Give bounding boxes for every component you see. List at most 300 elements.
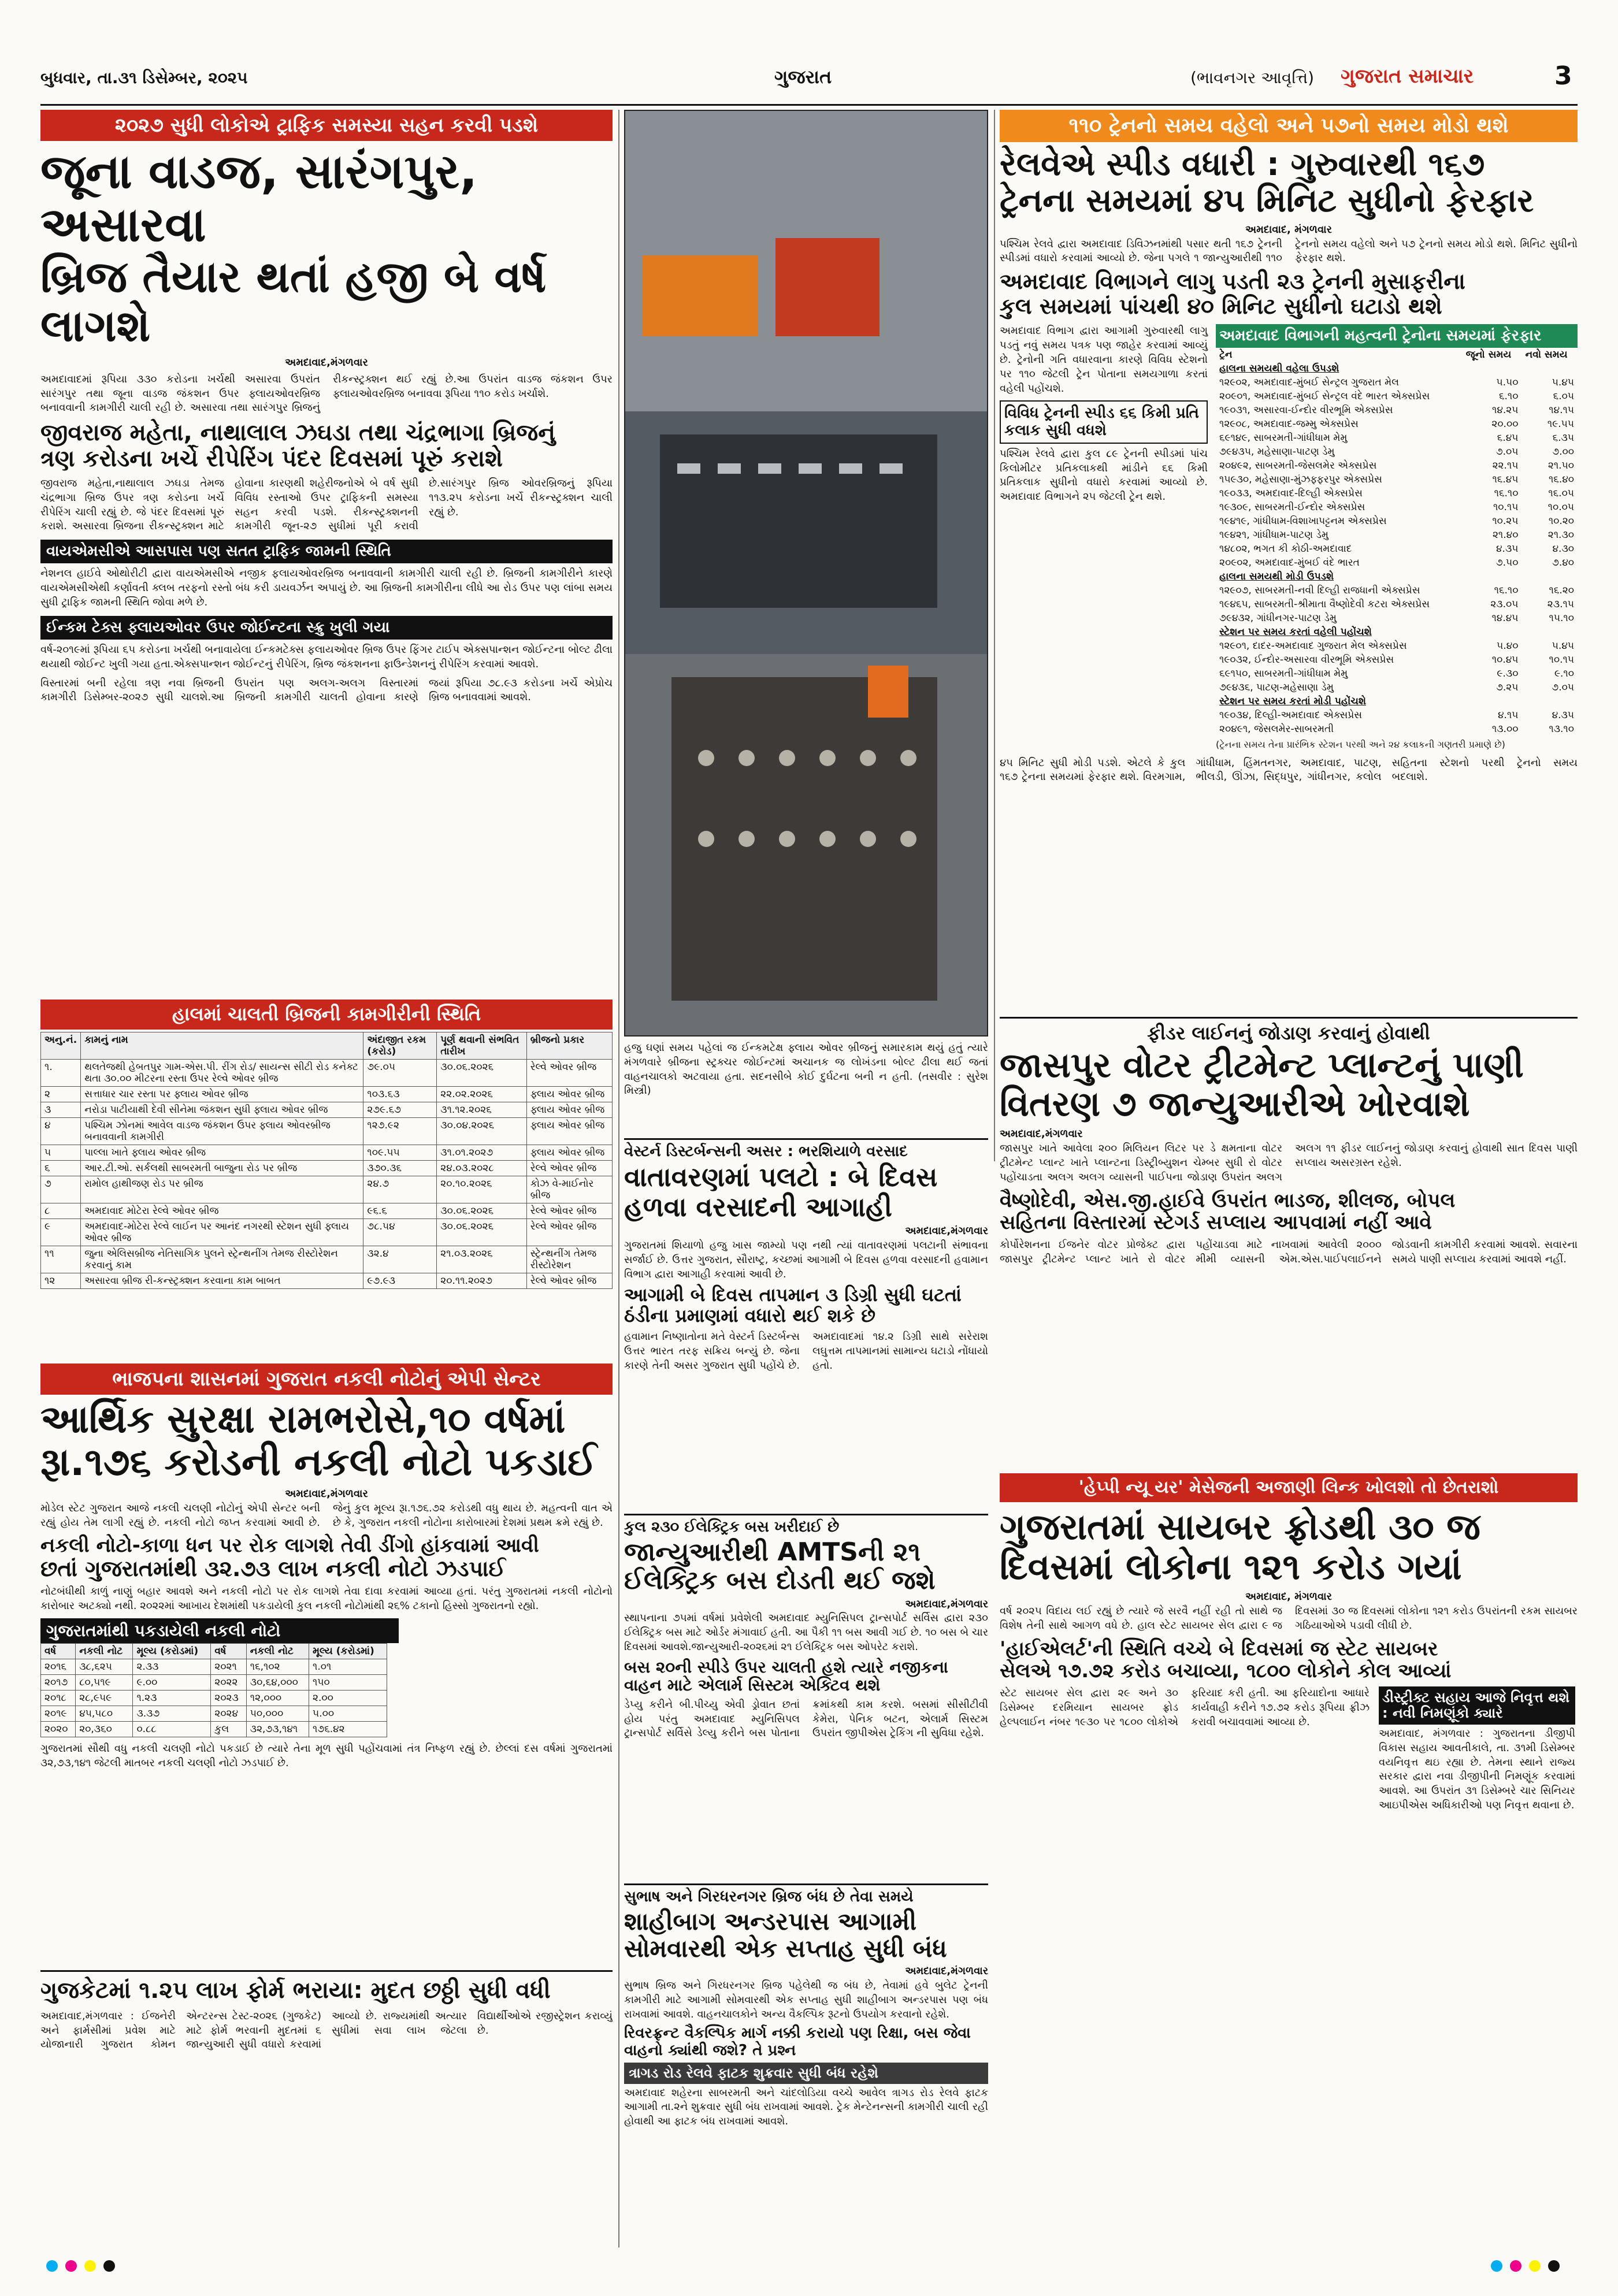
bridge-table-cell: ૧૨: [41, 1273, 81, 1288]
traffic-sub-1: જીવરાજ મહેતા, નાથાલાલ ઝઘડા તથા ચંદ્રભાગા બ્રિજનું: [40, 419, 556, 447]
train-table-row: [1216, 500, 1578, 514]
bridge-table-cell: ૩૦.૦૬.૨૦૨૬: [437, 1059, 526, 1086]
train-header-cell: ટ્રેન: [1219, 349, 1233, 361]
train-table-row: [1216, 653, 1578, 667]
color-registration-strip: [46, 2260, 1572, 2278]
jaspur-para-1: જાસપુર ખાતે આવેલા ૨૦૦ મિલિયન લિટર પર ડે ક્ષમતાના વોટર ટ્રીટમેન્ટ પ્લાન્ટ ખાતે પ્લાન્ટના ડિસ્ટ્રીબ્યુશન ચેમ્બર સુધી રો વોટર પહોંચાડતા અલગ અલગ વ્યાસની પાઈપના જોડાણ ઉપરાંત અલગ અલગ ૧૧ ફીડર લાઈનનું જોડાણ કરવાનું હોવાથી સાત દિવસ પાણી સપ્લાય અસરગ્રસ્ત રહેશે.: [1000, 1142, 1578, 1183]
notes-header-cell: વર્ષ: [211, 1644, 246, 1659]
train-table-row: [1216, 597, 1578, 611]
train-old-time: ૪.૩૫: [1496, 543, 1519, 555]
bridge-table-cell: ફ્લાય ઓવર બ્રીજ: [526, 1086, 612, 1102]
fakenotes-para-3: ગુજરાતમાં સૌથી વધુ નકલી ચલણી નોટો પકડાઈ છે ત્યારે તેના મૂળ સુધી પહોંચવામાં તંત્ર નિષ્ફળ રહ્યું છે. છેલ્લાં દસ વર્ષમાં ગુજરાતમાં ૩૨,૭૩,૧૪૧ જેટલી માતબર નકલી ચલણી નોટો ઝડપાઈ છે.: [40, 1743, 613, 1769]
train-old-time: ૫.૫૦: [1496, 377, 1519, 389]
train-old-time: ૧૩.૦૦: [1491, 723, 1519, 735]
fakenotes-sub-2: છતાં ગુજરાતમાંથી ૩૨.૭૩ લાખ નકલી નોટો ઝડપાઈ: [40, 1556, 506, 1582]
railway-para-2: અમદાવાદ વિભાગ દ્વારા આગામી ગુરુવારથી લાગુ પડતું નવું સમય પત્રક પણ જાહેર કરવામાં આવ્યું છે. ટ્રેનોની ગતિ વધારવાના કારણે વિવિધ સ્ટેશનો પર ૧૧૦ જેટલી ટ્રેન પોતાના સમયગાળા કરતાં વહેલી પહોંચશે.: [1000, 325, 1208, 395]
train-name: ૧૨૯૦૨, અમદાવાદ-મુંબઈ સેન્ટ્રલ ગુજરાત મેલ: [1219, 377, 1399, 389]
train-table-row: [1216, 681, 1578, 694]
bridge-photo: [624, 110, 988, 1036]
railway-kicker: ૧૧૦ ટ્રેનનો સમય વહેલો અને ૫૭નો સમય મોડો થશે: [1000, 110, 1578, 142]
fakenotes-kicker: ભાજપના શાસનમાં ગુજરાત નકલી નોટોનું એપી સેન્ટર: [40, 1364, 613, 1395]
column-divider-1: [618, 110, 619, 2247]
train-name: ૧૯૪૨૧, ગાંધીધામ-પાટણ ડેમુ: [1219, 529, 1328, 541]
bridge-header-cell: પૂર્ણ થવાની સંભવિત તારીખ: [437, 1032, 526, 1059]
fakenotes-table: [40, 1643, 387, 1737]
page-number: 3: [1554, 61, 1572, 91]
masthead: [40, 62, 1578, 99]
cyber-para-1: વર્ષ ૨૦૨૫ વિદાય લઈ રહ્યું છે ત્યારે જે સરવૈ નહીં રહી તો સાથે જ વિશેષ તેની સાથે આગળ વધે છે. હાલ સ્ટેટ સાયબર સેલ દ્વારા ૯ જ દિવસમાં ૩૦ જ દિવસમાં લોકોના ૧૨૧ કરોડ ઉપરાંતની રકમ સાયબર ગઠિયાઓએ પડાવી લીધી છે.: [1000, 1605, 1578, 1632]
weather-sub: આગામી બે દિવસ તાપમાન ૩ ડિગ્રી સુધી ઘટતાં ઠંડીના પ્રમાણમાં વધારો થઈ શકે છે: [624, 1284, 962, 1327]
train-table-row: [1216, 556, 1578, 570]
bridge-table-cell: ૩૨.૪: [363, 1246, 437, 1273]
bridge-table-row: [41, 1273, 613, 1288]
fakenotes-dateline: અમદાવાદ,મંગળવાર: [285, 1487, 368, 1500]
train-group-label: હાલના સમયથી વહેલા ઉપડશે: [1219, 363, 1339, 375]
cyber-story: [1000, 1473, 1578, 2242]
bridge-table-cell: ૭૮.૫૪: [363, 1218, 437, 1246]
notes-table-cell: ૧.૨૩: [133, 1691, 211, 1706]
bridge-table-cell: ૫: [41, 1145, 81, 1160]
bridge-table-cell: ૧૨૭.૯૨: [363, 1117, 437, 1145]
train-name: ૧૯૦૩૩, અમદાવાદ-દિલ્હી એક્સપ્રેસ: [1219, 488, 1363, 500]
jaspur-headline-1: જાસપુર વોટર ટ્રીટમેન્ટ પ્લાન્ટનું પાણી: [1000, 1045, 1524, 1086]
bridge-header-row: [41, 1032, 613, 1059]
shahibaug-story: [624, 1883, 988, 2243]
train-name: ૧૯૦૩૨, ઈન્દોર-અસારવા વીરભૂમિ એક્સપ્રેસ: [1219, 654, 1394, 666]
gujcet-headline: ગુજકેટમાં ૧.૨૫ લાખ ફોર્મ ભરાયા: મુદત છઠ્ઠી સુધી વધી: [40, 1977, 551, 2004]
bridge-photo-block: [624, 110, 988, 1132]
amts-para-2: ડેપ્યુ કરીને બી.પીચ્યુ એવી ડ્રોવાત છતાં હોય પરંતુ અમદાવાદ મ્યુનિસિપલ ટ્રાન્સપોર્ટ સર્વિસે ડેલ્યુ કરીને બસ પોતાના ક્રમાંકથી કામ કરશે. બસમાં સીસીટીવી કેમેરા, પેનિક બટન, એલાર્મ સિસ્ટમ ઉપરાંત જીપીએસ ટ્રેકિંગ ની સુવિધા રહેશે.: [624, 1698, 988, 1740]
bridge-table-row: [41, 1176, 613, 1203]
notes-table-cell: ૨૦૧૬: [41, 1659, 76, 1675]
bridge-table-cell: ૭૯.૦૫: [363, 1059, 437, 1086]
train-old-time: ૧૦.૪૫: [1491, 654, 1519, 666]
train-old-time: ૭.૫૦: [1495, 557, 1519, 569]
train-table-row: [1216, 542, 1578, 556]
bridge-table-row: [41, 1086, 613, 1102]
notes-header-cell: મૂલ્ય (કરોડમાં): [309, 1644, 387, 1659]
train-name: ૧૨૯૦૮, અમદાવાદ-જમ્મુ એક્સપ્રેસ: [1219, 418, 1359, 430]
brand-logo: ગુજરાત સમાચાર: [1341, 65, 1474, 88]
bridge-table-cell: અમદાવાદ-મોટેરા રેલ્વે લાઈન પર આનંદ નગરથી સ્ટેશન સુધી ફ્લાય ઓવર બ્રીજ: [81, 1218, 363, 1246]
train-table-row: [1216, 708, 1578, 722]
notes-table-cell: ૩૮,૬૨૫: [76, 1659, 133, 1675]
bridge-table-cell: ૯૭.૯૩: [363, 1273, 437, 1288]
train-new-time: ૨૧.૩૦: [1548, 529, 1574, 541]
yellow-dot: [1529, 2260, 1541, 2272]
traffic-para-1: અમદાવાદમાં રૂપિયા ૩૩૦ કરોડના ખર્ચથી અસારવા ઉપરાંત સારંગપુર તથા જૂના વાડજ જંકશન ઉપર ફ્લાયઓવરબ્રિજ બનાવવાની કામગીરી ચાલી રહી છે. અસારવા તથા સારંગપુર બ્રિજનું રીકન્સ્ટ્રક્શન થઈ રહ્યું છે.આ ઉપરાંત વાડજ જંકશન ઉપર ફ્લાયઓવરબ્રિજ બનાવવા રૂપિયા ૧૧૦ કરોડ ખર્ચાશે.: [40, 373, 613, 414]
train-group-label: સ્ટેશન પર સમય કરતાં મોડી પહોંચશે: [1219, 696, 1366, 708]
train-new-time: ૧૫.૧૦: [1549, 612, 1574, 625]
train-new-time: ૫.૪૫: [1552, 640, 1574, 652]
train-old-time: ૨૩.૦૫: [1490, 599, 1519, 611]
notes-table-row: [41, 1675, 387, 1691]
bridge-table-cell: કોઝ વે-માઈનોર બ્રીજ: [526, 1176, 612, 1203]
shahibaug-para-1: સુભાષ બ્રિજ અને ગિરધરનગર બ્રિજ પહેલેથી જ બંધ છે, તેવામાં હવે બુલેટ ટ્રેનની કામગીરી માટે આગામી સોમવારથી એક સપ્તાહ સુધી શાહીબાગ અન્ડરપાસ પણ બંધ રાખવામાં આવશે. વાહનચાલકોને અન્ય વૈકલ્પિક રૂટનો ઉપયોગ કરવાનો રહેશે.: [624, 1979, 988, 2020]
traffic-para-4: વર્ષ-૨૦૧૯માં રૂપિયા ૬૫ કરોડના ખર્ચથી બનાવાયેલા ઈન્કમટેક્સ ફલાયઓવર બ્રિજ ઉપર ફિંગર ટાઈપ એક્સપાન્શન જોઈન્ટના બોલ્ટ ઢીલા થયાથી જોઈન્ટ ખુલી ગયા હતા.એક્સપાન્શન જોઈન્ટનું રીપેરિંગ, બ્રિજ જંકશનના ફાઉન્ડેશનનું રીપેરિંગ કરવામાં આવશે.: [40, 643, 613, 670]
train-table-row: [1216, 431, 1578, 445]
bridge-table-cell: ૧૧: [41, 1246, 81, 1273]
notes-table-cell: ૧૬,૧૦૨: [246, 1659, 309, 1675]
train-table-row: [1216, 667, 1578, 681]
bridge-table-cell: ૮: [41, 1203, 81, 1218]
bridge-table-row: [41, 1246, 613, 1273]
train-new-time: ૨૧.૫૦: [1548, 460, 1574, 472]
bridge-table-cell: આર.ટી.ઓ. સર્કલથી સાબરમતી બાજુના રોડ પર બ્રીજ: [81, 1160, 363, 1176]
bridge-table: [40, 1032, 613, 1289]
train-name: ૭૯૪૩૨, ગાંધીનગર-પાટણ ડેમુ: [1219, 612, 1337, 625]
train-old-time: ૧૬.૧૦: [1494, 488, 1519, 500]
train-name: ૧૯૦૩૧, અસારવા-ઈન્દોર વીરભૂમિ એક્સપ્રેસ: [1219, 404, 1393, 417]
amts-headline-1: જાન્યુઆરીથી AMTSની ૨૧: [624, 1537, 921, 1567]
bridge-table-cell: ૨: [41, 1086, 81, 1102]
fakenotes-headline-2: રૂા.૧૭૬ કરોડની નકલી નોટો પકડાઈ: [40, 1439, 597, 1484]
bridge-table-body: [41, 1059, 613, 1288]
photo-caption: હજુ ઘણાં સમય પહેલાં જ ઈન્કમટેક્ષ ફ્લાય ઓવર બ્રીજનું સમારકામ થયું હતું ત્યારે મંગળવારે બ્રીજના સ્ટ્રક્ચર જોઈન્ટમાં અચાનક જ લોખંડના બોલ્ટ ઢીલા થઈ જતાં વાહનચાલકો અટવાયા હતા. સદનસીબે કોઈ દુર્ઘટના બની ન હતી. (તસવીર : સુરેશ મિસ્ત્રી): [624, 1042, 988, 1097]
train-name: ૧૯૦૩૪, દિલ્હી-અમદાવાદ એક્સપ્રેસ: [1219, 709, 1363, 722]
bridge-table-cell: ૨૧.૦૩.૨૦૨૬: [437, 1246, 526, 1273]
notes-table-cell: ૩૦,૬૪,૦૦૦: [246, 1675, 309, 1691]
traffic-para-3: નેશનલ હાઈવે ઓથોરીટી દ્વારા વાયએમસીએ નજીક ફલાયઓવરબ્રિજ બનાવવાની કામગીરી ચાલી રહી છે. બ્રિજની કામગીરીને કારણે વાયએમસીએથી કર્ણાવતી ક્લબ તરફનો રસ્તો બંધ કરી ડાયવર્ઝન અપાયું છે. આ બ્રિજની કામગીરીના લીધે આ રોડ ઉપર પણ લાંબા સમય સુધી ટ્રાફિક જામની સ્થિતિ જોવા મળે છે.: [40, 567, 613, 608]
bridge-table-row: [41, 1203, 613, 1218]
bridge-table-cell: ૩૭૦.૩૬: [363, 1160, 437, 1176]
notes-table-cell: ૦.૮૮: [133, 1722, 211, 1737]
train-schedule-table: [1216, 324, 1578, 751]
bridge-header-cell: અનુ.નં.: [41, 1032, 81, 1059]
bridge-table-cell: ફ્લાય ઓવર બ્રીજ: [526, 1145, 612, 1160]
notes-table-row: [41, 1691, 387, 1706]
train-name: ૧૯૪૬૫, સાબરમતી-શ્રીમાતા વૈષ્ણોદેવી કટરા એક્સપ્રેસ: [1219, 599, 1430, 611]
bridge-table-cell: ૨૦.૧૧.૨૦૨૭: [437, 1273, 526, 1288]
train-old-time: ૨૧.૪૦: [1492, 529, 1519, 541]
traffic-kicker: ૨૦૨૭ સુધી લોકોએ ટ્રાફિક સમસ્યા સહન કરવી પડશે: [40, 110, 613, 141]
train-old-time: ૧૦.૧૫: [1493, 501, 1519, 514]
train-new-time: ૭.૦૦: [1552, 446, 1574, 458]
bridge-table-cell: પશ્ચિમ ઝોનમાં આવેલ વાડજ જંકશન ઉપર ફ્લાય ઓવરબ્રીજ બનાવવાની કામગીરી: [81, 1117, 363, 1145]
train-new-time: ૪.૩૫: [1552, 709, 1574, 722]
notes-table-cell: ૧.૦૧: [309, 1659, 387, 1675]
train-new-time: ૧૦.૨૦: [1548, 515, 1574, 527]
train-new-time: ૧૬.૪૦: [1548, 474, 1574, 486]
bridge-table-cell: ફ્લાય ઓવર બ્રીજ: [526, 1117, 612, 1145]
traffic-band-2: ઈન્કમ ટેક્સ ફ્લાયઓવર ઉપર જોઈન્ટના સ્ક્રુ ખુલી ગયા: [40, 616, 613, 640]
train-name: ૨૦૪૯૨, સાબરમતી-જેસલમેર એક્સપ્રેસ: [1219, 460, 1377, 472]
notes-header-row: [41, 1644, 387, 1659]
train-new-time: ૫.૪૫: [1552, 377, 1574, 389]
cyber-headline-1: ગુજરાતમાં સાયબર ફ્રોડથી ૩૦ જ: [1000, 1505, 1480, 1548]
train-group-row: [1216, 625, 1578, 639]
train-name: ૧૨૯૦૭, સાબરમતી-નવી દિલ્હી રાજધાની એક્સપ્રેસ: [1219, 585, 1420, 597]
notes-table-cell: ૧૨,૦૦૦: [246, 1691, 309, 1706]
train-table-row: [1216, 459, 1578, 473]
amts-para-1: સ્થાપનાના ૭૫માં વર્ષમાં પ્રવેશેલી અમદાવાદ મ્યુનિસિપલ ટ્રાન્સપોર્ટ સર્વિસ દ્વારા ૨૩૦ ઈલેક્ટ્રિક બસ માટે ઓર્ડર મંગાવાઈ હતી. આ પૈકી ૧૧ બસ આવી ગઈ છે. ૧૦ બસ બે ચાર દિવસમાં આવશે.જાન્યુઆરી-૨૦૨૬માં ૨૧ ઈલેક્ટ્રિક બસ ઓપરેટ કરાશે.: [624, 1612, 988, 1654]
fakenotes-para-2: નોટબંધીથી કાળું નાણું બહાર આવશે અને નકલી નોટો પર રોક લાગશે તેવા દાવા કરવામાં આવ્યા હતાં. પરંતુ ગુજરાતમાં નકલી નોટોનો કારોબાર અટક્યો નથી. ૨૦૨૨માં આખાય દેશમાંથી પકડાયેલી કુલ નકલી નોટોમાંથી ૨૬% ટકાનો હિસ્સો ગુજરાતનો રહ્યો.: [40, 1585, 613, 1612]
bridge-table-row: [41, 1218, 613, 1246]
train-old-time: ૭.૦૫: [1495, 446, 1519, 458]
train-old-time: ૧૬.૧૦: [1494, 585, 1519, 597]
train-table-row: [1216, 514, 1578, 528]
train-old-time: ૧૬.૪૫: [1492, 474, 1519, 486]
bridge-table-cell: જુના એલિસબ્રીજ નેતિસાગિક પુલને સ્ટ્રેન્થનીંગ તેમજ રીસ્ટોરેશન કરવાનું કામ: [81, 1246, 363, 1273]
train-group-row: [1216, 570, 1578, 584]
weather-story: [624, 1138, 988, 1510]
bridge-photo-illustration: [625, 111, 987, 1035]
fakenotes-para-1: મોડેલ સ્ટેટ ગુજરાત આજે નકલી ચલણી નોટોનું એપી સેન્ટર બની રહ્યું હોય તેમ લાગી રહ્યું છે. નકલી નોટો જપ્ત કરવામાં આવી છે. જેનું કુલ મૂલ્ય રૂા.૧૭૬.૭૨ કરોડથી વધુ થાય છે. મહત્વની વાત એ છે કે, ગુજરાત નકલી નોટોના કારોબારમાં દેશમાં પ્રથમ ક્રમે રહ્યું છે.: [40, 1502, 613, 1529]
cyber-sidebox: [1379, 1686, 1575, 1813]
bridge-table-cell: નરોડા પાટીયાથી દેવી સીનેમા જંકશન સુધી ફ્લાય ઓવર બ્રીજ: [81, 1102, 363, 1117]
notes-table-row: [41, 1706, 387, 1722]
weather-dateline: અમદાવાદ,મંગળવાર: [905, 1225, 988, 1238]
traffic-story: [40, 110, 613, 994]
traffic-para-2: જીવરાજ મહેતા,નાથાલાલ ઝઘડા તેમજ ચંદ્રભાગા બ્રિજ ઉપર ત્રણ કરોડના ખર્ચે રીપેરિંગ ચાલી રહ્યું છે. જે પંદર દિવસમાં પૂરું કરાશે. અસારવા બ્રિજના રીકન્સ્ટ્રક્શન માટે હોવાના કારણથી શહેરીજનોએ બે વર્ષ સુધી વિવિધ રસ્તાઓ ઉપર ટ્રાફિકની સમસ્યા સહન કરવી પડશે. રીકન્સ્ટ્રક્શનની કામગીરી જૂન-૨૭ સુધીમાં પૂરી કરાવી છે.સારંગપુર બ્રિજ ઓવરબ્રિજનું રૂપિયા ૧૧૩.૨૫ કરોડના ખર્ચે રીકન્સ્ટ્રક્શન ચાલી રહ્યું છે.: [40, 477, 613, 533]
bridge-table-cell: ૭: [41, 1176, 81, 1203]
train-header-row: [1216, 348, 1578, 362]
magenta-dot: [65, 2260, 77, 2272]
railway-sub-1: અમદાવાદ વિભાગને લાગુ પડતી ૨૩ ટ્રેનની મુસાફરીના: [1000, 269, 1465, 295]
bridge-table-cell: ૪: [41, 1117, 81, 1145]
train-table-body: [1216, 362, 1578, 736]
train-old-time: ૧૪.૨૫: [1492, 404, 1519, 417]
bridge-table-cell: રેલ્વે ઓવર બ્રીજ: [526, 1059, 612, 1086]
notes-table-row: [41, 1659, 387, 1675]
jaspur-para-2: કોર્પોરેશનના ઈજનેર વોટર પ્રોજેક્ટ દ્વારા જાસપુર ટ્રીટમેન્ટ પ્લાન્ટ ખાતે રો વોટર પહોંચાડવા માટે નાખવામાં આવેલી ૨૦૦૦ મીમી વ્યાસની એમ.એસ.પાઈપલાઈનને જોડવાની કામગીરી કરવામાં આવશે. સવારના સમયે પાણી સપ્લાય કરવામાં આવશે નહીં.: [1000, 1238, 1578, 1265]
notes-table-cell: ૨૦૨૩: [211, 1691, 246, 1706]
train-header-cell: નવો સમય: [1525, 349, 1568, 361]
bridge-table-cell: ૩૦.૦૪.૨૦૨૬: [437, 1117, 526, 1145]
notes-header-cell: નકલી નોટ: [246, 1644, 309, 1659]
bridge-table-cell: ૧.: [41, 1059, 81, 1086]
bridge-header-cell: કામનું નામ: [81, 1032, 363, 1059]
train-new-time: ૭.૪૦: [1552, 557, 1574, 569]
amts-story: [624, 1514, 988, 1879]
notes-table-cell: ૨૦,૩૬૦: [76, 1722, 133, 1737]
traffic-dateline: અમદાવાદ,મંગળવાર: [285, 356, 368, 369]
fakenotes-story: [40, 1364, 613, 1964]
notes-header-cell: મૂલ્ય (કરોડમાં): [133, 1644, 211, 1659]
train-new-time: ૧૪.૧૫: [1549, 404, 1574, 417]
traffic-sub-2: ત્રણ કરોડના ખર્ચે રીપેરિંગ પંદર દિવસમાં પૂરું કરાશે: [40, 445, 503, 473]
bridge-table-cell: રેલ્વે ઓવર બ્રીજ: [526, 1160, 612, 1176]
shahibaug-headline-2: સોમવારથી એક સપ્તાહ સુધી બંધ: [624, 1934, 947, 1963]
black-dot: [103, 2260, 115, 2272]
notes-table-cell: ૨૦૨૨: [211, 1675, 246, 1691]
bridge-table-cell: ૨૪.૦૩.૨૦૨૮: [437, 1160, 526, 1176]
amts-headline-2: ઈલેક્ટ્રિક બસ દોડતી થઈ જશે: [624, 1566, 936, 1596]
train-table-row: [1216, 584, 1578, 597]
railway-box-title: વિવિધ ટ્રેનની સ્પીડ ૬૬ કિમી પ્રતિ કલાક સુધી વધશે: [1000, 400, 1208, 443]
train-group-row: [1216, 362, 1578, 376]
shahibaug-para-2: અમદાવાદ શહેરના સાબરમતી અને ચાંદલોડિયા વચ્ચે આવેલ ત્રાગડ રોડ રેલવે ફાટક આગામી તા.૨ને શુક્રવાર સુધી બંધ રાખવામાં આવશે. ટ્રેક મેન્ટેનન્સની કામગીરી ચાલી રહી હોવાથી આ ફાટક બંધ રાખવામાં આવશે.: [624, 2086, 988, 2128]
bridge-table-cell: ૨૭૯.૬૭: [363, 1102, 437, 1117]
amts-sub: બસ ૨૦ની સ્પીડે ઉપર ચાલતી હશે ત્યારે નજીકના વાહન માટે એલાર્મ સિસ્ટમ એક્ટિવ થશે: [624, 1657, 948, 1695]
notes-table-cell: ૫.૦૦: [309, 1706, 387, 1722]
bridge-table-row: [41, 1160, 613, 1176]
train-table-row: [1216, 473, 1578, 486]
notes-header-cell: નકલી નોટ: [76, 1644, 133, 1659]
train-new-time: ૨૩.૧૫: [1547, 599, 1574, 611]
train-table-title: અમદાવાદ વિભાગની મહત્વની ટ્રેનોના સમયમાં ફેરફાર: [1216, 324, 1578, 348]
weather-kicker: વેસ્ટર્ન ડિસ્ટર્બન્સની અસર : ભરશિયાળે વરસાદ: [624, 1143, 908, 1160]
train-table-note: (ટ્રેનના સમય તેના પ્રારંભિક સ્ટેશન પરથી અને ૨૪ કલાકની ગણતરી પ્રમાણે છે): [1216, 739, 1505, 751]
traffic-headline-2: બ્રિજ તૈયાર થતાં હજી બે વર્ષ લાગશે: [40, 250, 547, 351]
shahibaug-kicker: સુભાષ અને ગિરધરનગર બ્રિજ બંધ છે તેવા સમયે: [624, 1888, 914, 1905]
train-new-time: ૧૯.૫૫: [1547, 418, 1574, 430]
train-old-time: ૨૨.૧૫: [1492, 460, 1519, 472]
train-old-time: ૨૦.૦૦: [1491, 418, 1519, 430]
train-name: ૧૯૪૧૯, ગાંધીધામ-વિશાખાપટ્ટનમ એક્સપ્રેસ: [1219, 515, 1387, 527]
train-group-label: સ્ટેશન પર સમય કરતાં વહેલી પહોંચશે: [1219, 626, 1372, 638]
traffic-headline-1: જૂના વાડજ, સારંગપુર, અસારવા: [40, 144, 478, 252]
bridge-table-cell: રામોલ હાથીજણ રોડ પર બ્રીજ: [81, 1176, 363, 1203]
jaspur-sub-2: સહિતના વિસ્તારમાં સ્ટેગર્ડ સપ્લાય આપવામાં નહીં આવે: [1000, 1210, 1432, 1234]
bridge-table-title: હાલમાં ચાલતી બ્રિજની કામગીરીની સ્થિતિ: [40, 1000, 613, 1030]
bridge-table-cell: ૨૦.૧૦.૨૦૨૬: [437, 1176, 526, 1203]
railway-story: [1000, 110, 1578, 1011]
cyber-headline-2: દિવસમાં લોકોના ૧૨૧ કરોડ ગયાં: [1000, 1545, 1462, 1588]
jaspur-headline-2: વિતરણ ૭ જાન્યુઆરીએ ખોરવાશે: [1000, 1084, 1470, 1125]
train-table-header: [1216, 348, 1578, 362]
bridge-table-cell: ૯: [41, 1218, 81, 1246]
train-new-time: ૧૬.૨૦: [1549, 585, 1574, 597]
bridge-table-row: [41, 1102, 613, 1117]
notes-table-cell: ૨.૦૦: [309, 1691, 387, 1706]
fakenotes-table-body: [41, 1659, 387, 1737]
gujcet-story: [40, 1970, 613, 2243]
bridge-table-cell: ૩૧.૧૨.૨૦૨૬: [437, 1102, 526, 1117]
train-new-time: ૭.૦૫: [1552, 682, 1574, 694]
train-new-time: ૯.૧૦: [1554, 668, 1574, 680]
gujcet-para: અમદાવાદ,મંગળવાર : ઈજનેરી અને ફાર્મસીમાં પ્રવેશ માટે યોજાનારી ગુજરાત કોમન એન્ટરન્સ ટેસ્ટ-૨૦૨૬ (ગુજકેટ) માટે ફોર્મ ભરવાની મુદતમાં ૬ જાન્યુઆરી સુધી વધારો કરવામાં આવ્યો છે. રાજ્યમાંથી અત્યાર સુધીમાં સવા લાખ જેટલા વિદ્યાર્થીઓએ રજીસ્ટ્રેશન કરાવ્યું છે.: [40, 2009, 613, 2051]
bridge-table-cell: અમદાવાદ મોટેરા રેલ્વે ઓવર બ્રીજ: [81, 1203, 363, 1218]
train-name: ૨૦૯૦૧, અમદાવાદ-મુંબઈ સેન્ટ્રલ વંદે ભારત એક્સપ્રેસ: [1219, 391, 1430, 403]
bridge-table-cell: ૨૨.૦૨.૨૦૨૬: [437, 1086, 526, 1102]
weather-para-1: ગુજરાતમાં શિયાળો હજુ ખાસ જામ્યો પણ નથી ત્યાં વાતાવરણમાં પલટાની સંભાવના સર્જાઈ છે. ઉત્તર ગુજરાત, સૌરાષ્ટ્ર, કચ્છમાં આગામી બે દિવસ હળવા વરસાદની હવામાન વિભાગ દ્વારા આગાહી કરવામાં આવી છે.: [624, 1239, 988, 1280]
train-name: ૧૪૮૦૨, ભગત કી કોઠી-અમદાવાદ: [1219, 543, 1352, 555]
railway-dateline: અમદાવાદ, મંગળવાર: [1245, 223, 1332, 236]
train-old-time: ૪.૧૫: [1497, 709, 1519, 722]
train-table-row: [1216, 403, 1578, 417]
cyber-para-2: સ્ટેટ સાયબર સેલ દ્વારા ૨૯ અને ૩૦ ડિસેમ્બર દરમિયાન સાયબર ફ્રોડ હેલ્પલાઈન નંબર ૧૯૩૦ પર ૧૮૦૦ લોકોએ ફરિયાદ કરી હતી. આ ફરિયાદોના આધારે કાર્યવાહી કરીને ૧૭.૭૨ કરોડ રૂપિયા ફ્રીઝ કરાવી બચાવવામાં આવ્યા છે.: [1000, 1687, 1370, 1728]
railway-para-3: પશ્ચિમ રેલવે દ્વારા કુલ ૮૯ ટ્રેનની સ્પીડમાં પાંચ કિલોમીટર પ્રતિકલાકથી માંડીને ૬૬ કિમી પ્રતિકલાક સુધીનો વધારો કરવામાં આવ્યો છે. અમદાવાદ વિભાગને ૨૫ જેટલી ટ્રેન થશે.: [1000, 447, 1208, 503]
cyber-sub-2: સેલએ ૧૭.૭૨ કરોડ બચાવ્યા, ૧૮૦૦ લોકોને કોલ આવ્યાં: [1000, 1659, 1452, 1683]
bridge-table-cell: ફ્લાય ઓવર બ્રીજ: [526, 1102, 612, 1117]
railway-headline-1: રેલવેએ સ્પીડ વધારી : ગુરુવારથી ૧૬૭: [1000, 146, 1485, 184]
fakenotes-table-title: ગુજરાતમાંથી પકડાયેલી નકલી નોટો: [40, 1618, 399, 1643]
shahibaug-band: ત્રાગડ રોડ રેલવે ફાટક શુક્રવાર સુધી બંધ રહેશે: [624, 2063, 988, 2084]
railway-headline-2: ટ્રેનના સમયમાં ૪૫ મિનિટ સુધીનો ફેરફાર: [1000, 182, 1534, 220]
train-header-cell: જૂનો સમય: [1465, 349, 1512, 361]
jaspur-story: [1000, 1017, 1578, 1469]
notes-table-cell: ૯.૦૦: [133, 1675, 211, 1691]
fakenotes-table-header: [41, 1644, 387, 1659]
notes-table-cell: ૨૦૨૦: [41, 1722, 76, 1737]
bridge-table-cell: પાલ્લા ખાતે ફ્લાય ઓવર બ્રીજ: [81, 1145, 363, 1160]
train-table-row: [1216, 639, 1578, 653]
bridge-table-cell: ૩૦.૦૬.૨૦૨૬: [437, 1218, 526, 1246]
train-old-time: ૯.૩૦: [1497, 668, 1519, 680]
train-table-row: [1216, 611, 1578, 625]
traffic-para-5: વિસ્તારમાં બની રહેલા ત્રણ નવા બ્રિજની કામગીરી ડિસેમ્બર-૨૦૨૭ સુધી ચાલશે.આ ઉપરાંત પણ અલગ-અલગ વિસ્તારમાં બ્રિજની કામગીરી ચાલતી હોવાના કારણે જયાં રૂપિયા ૭૮.૯૩ કરોડના ખર્ચે એપ્રોચ બ્રિજ બનાવવામાં આવશે.: [40, 677, 613, 704]
jaspur-kicker: ફીડર લાઈનનું જોડાણ કરવાનું હોવાથી: [1147, 1022, 1430, 1044]
train-old-time: ૬.૪૫: [1497, 432, 1519, 444]
train-new-time: ૬.૦૫: [1553, 391, 1574, 403]
train-table-row: [1216, 417, 1578, 431]
train-name: ૭૯૪૩૫, મહેસાણા-પાટણ ડેમુ: [1219, 446, 1335, 458]
shahibaug-dateline: અમદાવાદ,મંગળવાર: [905, 1965, 988, 1978]
cyber-box-title: ડીસ્ટ્રીક્ટ સહાય આજે નિવૃત્ત થશે : નવી નિમણૂંકો ક્યારે: [1379, 1686, 1575, 1725]
notes-table-cell: ૩.૩૭: [133, 1706, 211, 1722]
train-old-time: ૧૪.૪૫: [1491, 612, 1519, 625]
edition-label: (ભાવનગર આવૃત્તિ): [1190, 68, 1315, 87]
notes-table-cell: ૫૦,૦૦૦: [246, 1706, 309, 1722]
notes-table-cell: ૨૦૧૮: [41, 1691, 76, 1706]
train-table: [1216, 348, 1578, 736]
shahibaug-headline-1: શાહીબાગ અન્ડરપાસ આગામી: [624, 1907, 917, 1936]
notes-table-cell: ૨૦૨૧: [211, 1659, 246, 1675]
train-table-row: [1216, 528, 1578, 542]
amts-dateline: અમદાવાદ,મંગળવાર: [905, 1597, 988, 1610]
bridge-status-table: [40, 1000, 613, 1358]
notes-table-cell: ૨.૩૩: [133, 1659, 211, 1675]
cyber-kicker: 'હેપ્પી ન્યૂ યર' મેસેજની અજાણી લિન્ક ખોલશો તો છેતરાશો: [1000, 1473, 1578, 1502]
weather-headline-1: વાતાવરણમાં પલટો : બે દિવસ: [624, 1161, 938, 1193]
bridge-header-cell: બ્રીજનો પ્રકાર: [526, 1032, 612, 1059]
train-new-time: ૪.૩૦: [1552, 543, 1574, 555]
notes-table-cell: ૧૭૬.૪૨: [309, 1722, 387, 1737]
train-table-row: [1216, 722, 1578, 736]
train-group-label: હાલના સમયથી મોડી ઉપડશે: [1219, 571, 1334, 583]
train-name: ૧૨૯૦૧, દાદર-અમદાવાદ ગુજરાત મેલ એક્સપ્રેસ: [1219, 640, 1407, 652]
notes-header-cell: વર્ષ: [41, 1644, 76, 1659]
train-new-time: ૬.૩૫: [1552, 432, 1574, 444]
cyber-dateline: અમદાવાદ, મંગળવાર: [1245, 1591, 1332, 1603]
fakenotes-sub-1: નકલી નોટો-કાળા ધન પર રોક લાગશે તેવી ડીંગો હાંકવામાં આવી: [40, 1534, 539, 1558]
bridge-table-cell: સત્તાધાર ચાર રસ્તા પર ફ્લાય ઓવર બ્રીજ: [81, 1086, 363, 1102]
column-divider-2: [994, 110, 995, 1161]
bridge-table-cell: ૩૧.૦૧.૨૦૨૭: [437, 1145, 526, 1160]
cyan-dot: [1491, 2260, 1502, 2272]
train-name: ૬૯૧૪૯, સાબરમતી-ગાંધીધામ મેમુ: [1219, 432, 1348, 444]
bridge-table-cell: રેલ્વે ઓવર બ્રીજ: [526, 1218, 612, 1246]
train-name: ૨૦૪૯૧, જેસલમેર-સાબરમતી: [1219, 723, 1334, 735]
bridge-table-cell: રેલ્વે ઓવર બ્રીજ: [526, 1203, 612, 1218]
train-table-row: [1216, 486, 1578, 500]
train-group-row: [1216, 694, 1578, 708]
weather-headline-2: હળવા વરસાદની આગાહી: [624, 1191, 892, 1223]
train-old-time: ૬.૧૦: [1498, 391, 1519, 403]
bridge-table-cell: સ્ટ્રેન્થનીંગ તેમજ રીસ્ટોરેશન: [526, 1246, 612, 1273]
bridge-table-cell: ૨૪.૭: [363, 1176, 437, 1203]
bridge-table-cell: ૯૬.૬: [363, 1203, 437, 1218]
bridge-table-cell: ૧૦૯.૫૫: [363, 1145, 437, 1160]
notes-table-cell: ૧૫૦: [309, 1675, 387, 1691]
black-dot: [1548, 2260, 1560, 2272]
cyan-dot: [46, 2260, 58, 2272]
train-name: ૬૯૧૫૦, સાબરમતી-ગાંધીધામ મેમુ: [1219, 668, 1348, 680]
notes-table-cell: ૨૦૨૪: [211, 1706, 246, 1722]
railway-para-4: ૪૫ મિનિટ સુધી મોડી પડશે. એટલે કે કુલ ૧૬૭ ટ્રેનના સમયમાં ફેરફાર થશે. વિરમગામ, ગાંધીધામ, હિંમતનગર, અમદાવાદ, પાટણ, ભીલડી, ઊંઝા, સિદ્ધપુર, ગાંધીનગર, કલોલ સહિતના સ્ટેશનો પરથી ટ્રેનનો સમય બદલાશે.: [1000, 756, 1578, 783]
train-name: ૧૫૯૩૦, મહેસાણા-મુંઝફ્ફરપુર એક્સપ્રેસ: [1219, 474, 1382, 486]
bridge-table-cell: ૧૦૩.૬૩: [363, 1086, 437, 1102]
notes-table-cell: ૮૦,૫૧૯: [76, 1675, 133, 1691]
railway-sub-2: કુલ સમયમાં પાંચથી ૪૦ મિનિટ સુધીનો ઘટાડો થશે: [1000, 293, 1442, 319]
train-table-row: [1216, 376, 1578, 389]
masthead-rule: [40, 104, 1578, 106]
notes-table-cell: કુલ: [211, 1722, 246, 1737]
train-old-time: ૧૦.૨૫: [1492, 515, 1519, 527]
train-name: ૨૦૯૦૨, અમદાવાદ-મુંબઈ વંદે ભારત: [1219, 557, 1360, 569]
train-name: ૭૯૪૩૬, પાટણ-મહેસાણા ડેમુ: [1219, 682, 1334, 694]
